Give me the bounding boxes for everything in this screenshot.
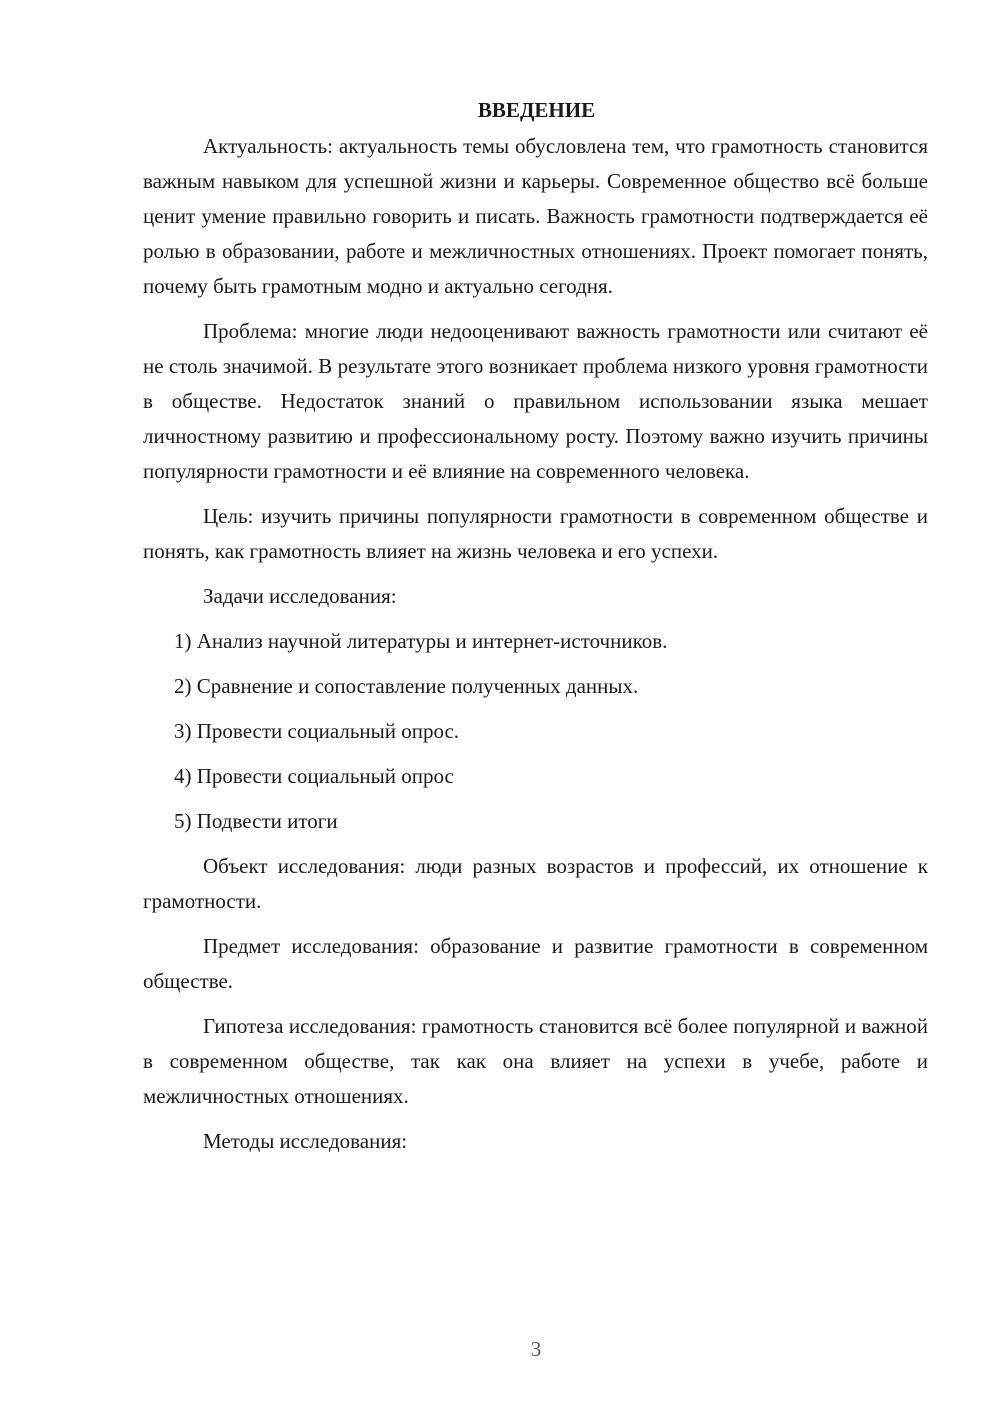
object-paragraph: Объект исследования: люди разных возрастов и профессий, их отношение к грамотности. xyxy=(143,854,928,913)
problem-paragraph: Проблема: многие люди недооценивают важность грамотности или считают её не столь значимой. В результате этого возникает проблема низкого уровня грамотности в обществе. Недостаток знаний о правильном использовании языка мешает личностному развитию и профессиональному росту. Поэтому важно изучить причины популярности грамотности и её влияние на современного человека. xyxy=(143,319,928,483)
goal-paragraph: Цель: изучить причины популярности грамотности в современном обществе и понять, как грамотность влияет на жизнь человека и его успехи. xyxy=(143,504,928,563)
subject-paragraph: Предмет исследования: образование и развитие грамотности в современном обществе. xyxy=(143,934,928,993)
task-item: 2) Сравнение и сопоставление полученных данных. xyxy=(174,674,639,698)
methods-heading: Методы исследования: xyxy=(203,1129,408,1153)
task-item: 1) Анализ научной литературы и интернет-источников. xyxy=(174,629,668,653)
page-content xyxy=(143,93,928,1169)
section-title: ВВЕДЕНИЕ xyxy=(477,98,596,122)
relevance-paragraph: Актуальность: актуальность темы обусловлена тем, что грамотность становится важным навыком для успешной жизни и карьеры. Современное общество всё больше ценит умение правильно говорить и писать. Важность грамотности подтверждается её ролью в образовании, работе и межличностных отношениях. Проект помогает понять, почему быть грамотным модно и актуально сегодня. xyxy=(143,134,928,298)
task-item: 3) Провести социальный опрос. xyxy=(174,719,460,743)
task-item: 5) Подвести итоги xyxy=(174,809,338,833)
hypothesis-paragraph: Гипотеза исследования: грамотность становится всё более популярной и важной в современном обществе, так как она влияет на успехи в учебе, работе и межличностных отношениях. xyxy=(143,1014,928,1108)
tasks-heading: Задачи исследования: xyxy=(203,584,397,608)
page-number: 3 xyxy=(530,1337,542,1361)
task-item: 4) Провести социальный опрос xyxy=(174,764,454,788)
